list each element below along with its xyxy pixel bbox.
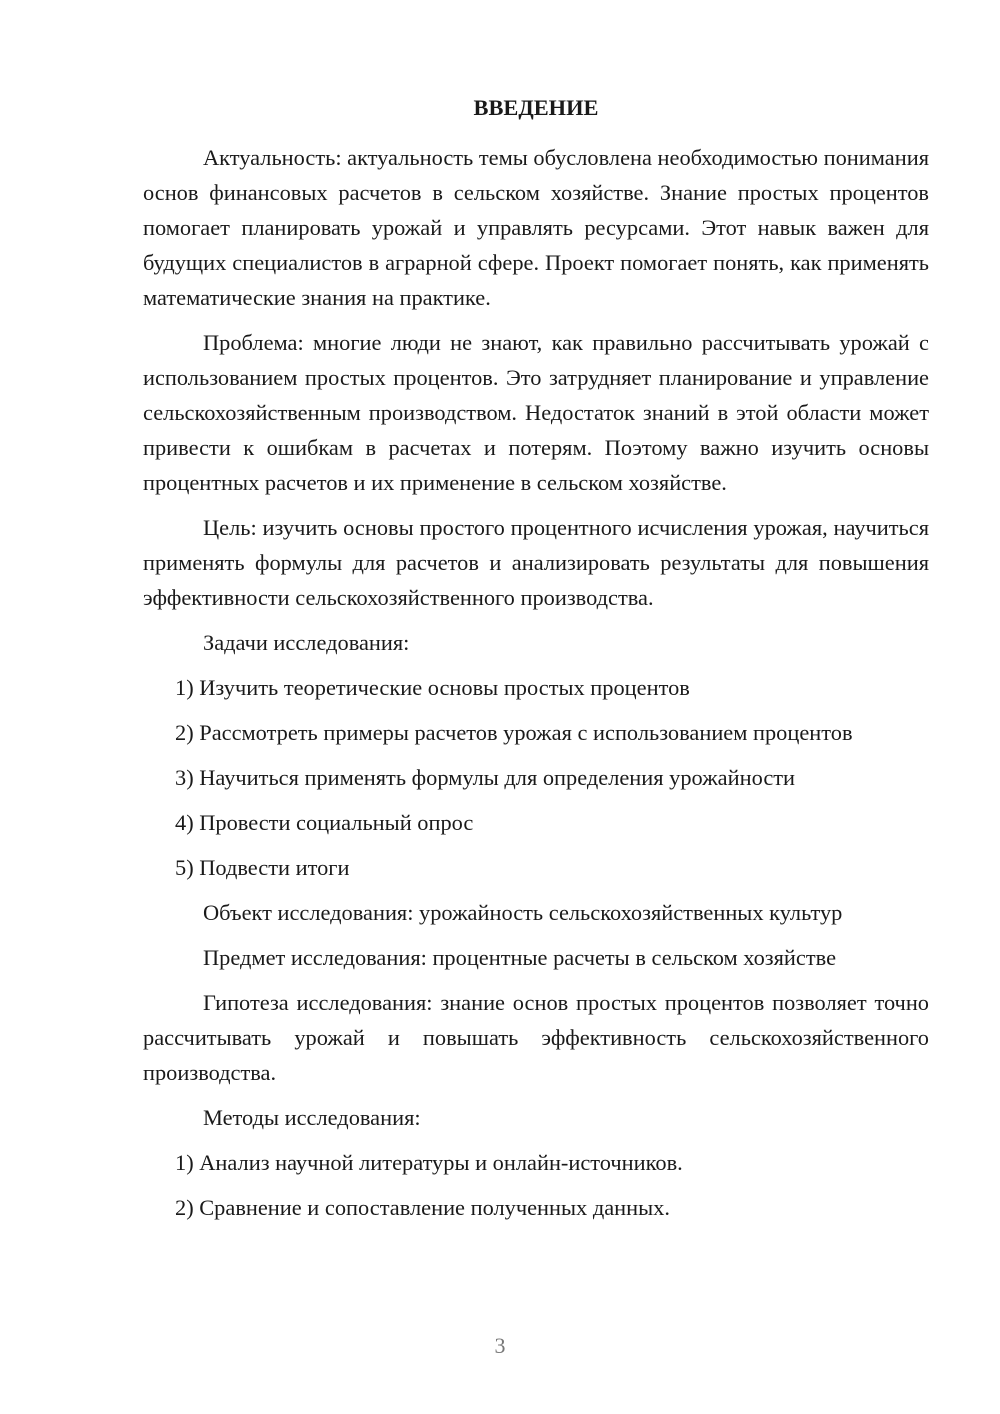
page-content xyxy=(143,90,929,1235)
page-number: 3 xyxy=(494,1333,506,1358)
task-item: 5) Подвести итоги xyxy=(175,855,350,880)
methods-heading: Методы исследования: xyxy=(203,1105,421,1130)
research-subject: Предмет исследования: процентные расчеты в сельском хозяйстве xyxy=(203,945,837,970)
task-item: 4) Провести социальный опрос xyxy=(175,810,474,835)
task-item: 1) Изучить теоретические основы простых процентов xyxy=(175,675,690,700)
section-title: ВВЕДЕНИЕ xyxy=(473,95,599,120)
method-item: 2) Сравнение и сопоставление полученных данных. xyxy=(175,1195,670,1220)
task-item: 2) Рассмотреть примеры расчетов урожая с использованием процентов xyxy=(175,720,853,745)
problem-paragraph: Проблема: многие люди не знают, как правильно рассчитывать урожай с использованием простых процентов. Это затрудняет планирование и управление сельскохозяйственным производством. Недостаток знаний в этой области может привести к ошибкам в расчетах и потерям. Поэтому важно изучить основы процентных расчетов и их применение в сельском хозяйстве. xyxy=(143,330,929,495)
hypothesis-paragraph: Гипотеза исследования: знание основ простых процентов позволяет точно рассчитывать урожай и повышать эффективность сельскохозяйственного производства. xyxy=(143,990,929,1085)
task-item: 3) Научиться применять формулы для определения урожайности xyxy=(175,765,796,790)
method-item: 1) Анализ научной литературы и онлайн-источников. xyxy=(175,1150,683,1175)
tasks-heading: Задачи исследования: xyxy=(203,630,410,655)
relevance-paragraph: Актуальность: актуальность темы обусловлена необходимостью понимания основ финансовых расчетов в сельском хозяйстве. Знание простых процентов помогает планировать урожай и управлять ресурсами. Этот навык важен для будущих специалистов в аграрной сфере. Проект помогает понять, как применять математические знания на практике. xyxy=(143,145,929,310)
goal-paragraph: Цель: изучить основы простого процентного исчисления урожая, научиться применять формулы для расчетов и анализировать результаты для повышения эффективности сельскохозяйственного производства. xyxy=(143,515,929,610)
research-object: Объект исследования: урожайность сельскохозяйственных культур xyxy=(203,900,843,925)
